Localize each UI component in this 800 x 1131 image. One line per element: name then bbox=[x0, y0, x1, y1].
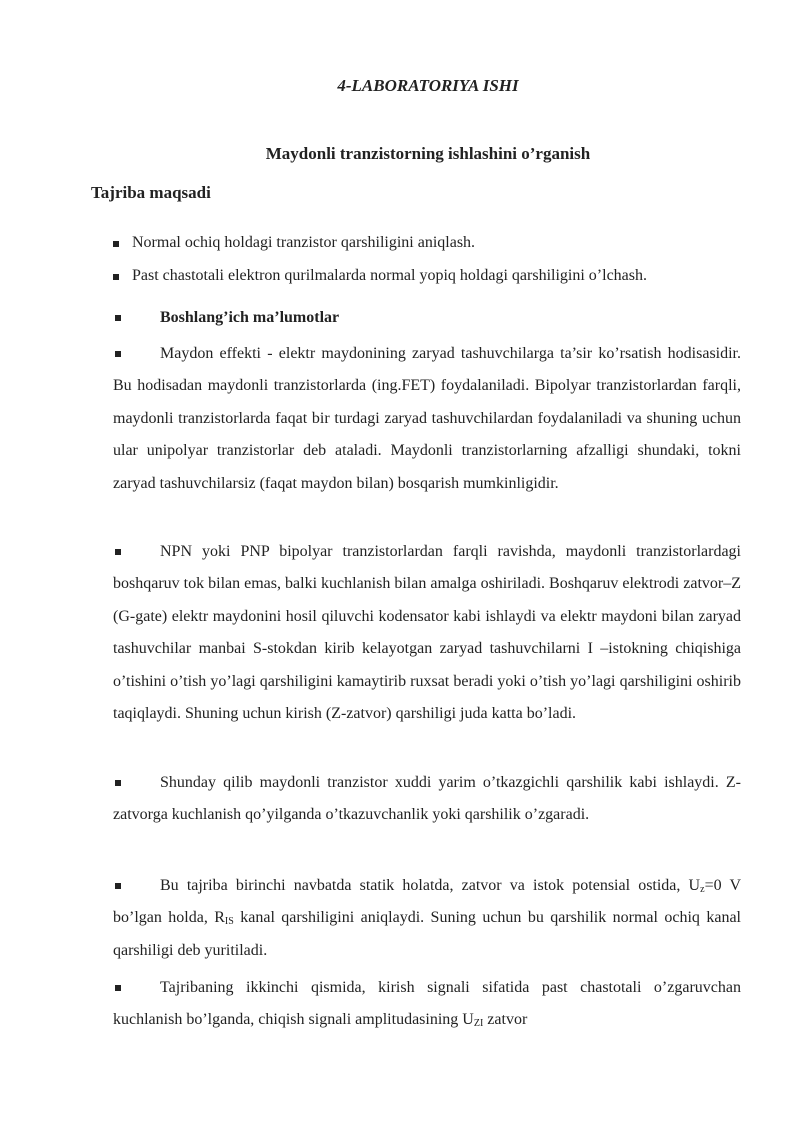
square-bullet-icon bbox=[115, 351, 121, 357]
paragraph-field-effect: Maydon effekti - elektr maydonining zaryad tashuvchilarga ta’sir ko’rsatish hodisasidir. Bu hodisadan maydonli tranzistorlarda (ing.FET) foydalaniladi. Bipolyar tranzistorlardan farqli, maydonli tranzistorlarda faqat bir turdagi zaryad tashuvchilardan foydalaniladi va shuning uchun ular unipolyar tranzistorlar deb ataladi. Maydonli tranzistorlarning afzalligi shundaki, tokni zaryad tashuvchilarsiz (faqat maydon bilan) bosqarish mumkinligidir. bbox=[113, 345, 741, 492]
list-item bbox=[113, 233, 753, 266]
square-bullet-icon bbox=[115, 549, 121, 555]
document-title: 4-LABORATORIYA ISHI bbox=[337, 76, 519, 95]
square-bullet-icon bbox=[115, 985, 121, 991]
aims-list bbox=[113, 233, 753, 299]
paragraph-control: NPN yoki PNP bipolyar tranzistorlardan farqli ravishda, maydonli tranzistorlardagi boshqaruv tok bilan emas, balki kuchlanish bilan amalga oshiriladi. Boshqaruv elektrodi zatvor–Z (G-gate) elektr maydonini hosil qiluvchi kodensator kabi ishlaydi va elektr maydoni bilan zaryad tashuvchilar manbai S-stokdan kirib kelayotgan zaryad tashuvchilarni I –istokning chiqishiga o’tishini o’tish yo’lagi qarshiligini kamaytirib ruxsat beradi yoki o’tish yo’lagi qarshiligini oshirib taqiqlaydi. Shuning uchun kirish (Z-zatvor) qarshiligi juda katta bo’ladi. bbox=[113, 543, 741, 723]
paragraph-second-part: Tajribaning ikkinchi qismida, kirish signali sifatida past chastotali o’zgaruvchan kuchlanish bo’lganda, chiqish signali amplitudasining $U_{ZI}$ zatvor bbox=[113, 979, 741, 1030]
square-bullet-icon bbox=[115, 780, 121, 786]
list-item bbox=[113, 266, 753, 299]
square-bullet-icon bbox=[115, 315, 121, 321]
square-bullet-icon bbox=[115, 883, 121, 889]
paragraph-static-test: Bu tajriba birinchi navbatda statik holatda, zatvor va istok potensial ostida, $U_z=0$ V bo’lgan holda, $R_{IS}$ kanal qarshiligini aniqlaydi. Suning uchun bu qarshilik normal ochiq kanal qarshiligi deb yuritiladi. bbox=[113, 877, 741, 959]
square-bullet-icon bbox=[113, 274, 119, 280]
list-item-text: Past chastotali elektron qurilmalarda normal yopiq holdagi qarshiligini o’lchash. bbox=[132, 267, 647, 284]
list-item-text: Normal ochiq holdagi tranzistor qarshiligini aniqlash. bbox=[132, 234, 476, 251]
paragraph-resistor: Shunday qilib maydonli tranzistor xuddi yarim o’tkazgichli qarshilik kabi ishlaydi. Z-zatvorga kuchlanish qo’yilganda o’tkazuvchanlik yoki qarshilik o’zgaradi. bbox=[113, 774, 741, 824]
document-subtitle: Maydonli tranzistorning ishlashini o’rganish bbox=[265, 144, 591, 163]
square-bullet-icon bbox=[113, 241, 119, 247]
background-heading: Boshlang’ich ma’lumotlar bbox=[113, 302, 741, 334]
section-heading-aims: Tajriba maqsadi bbox=[91, 183, 211, 202]
